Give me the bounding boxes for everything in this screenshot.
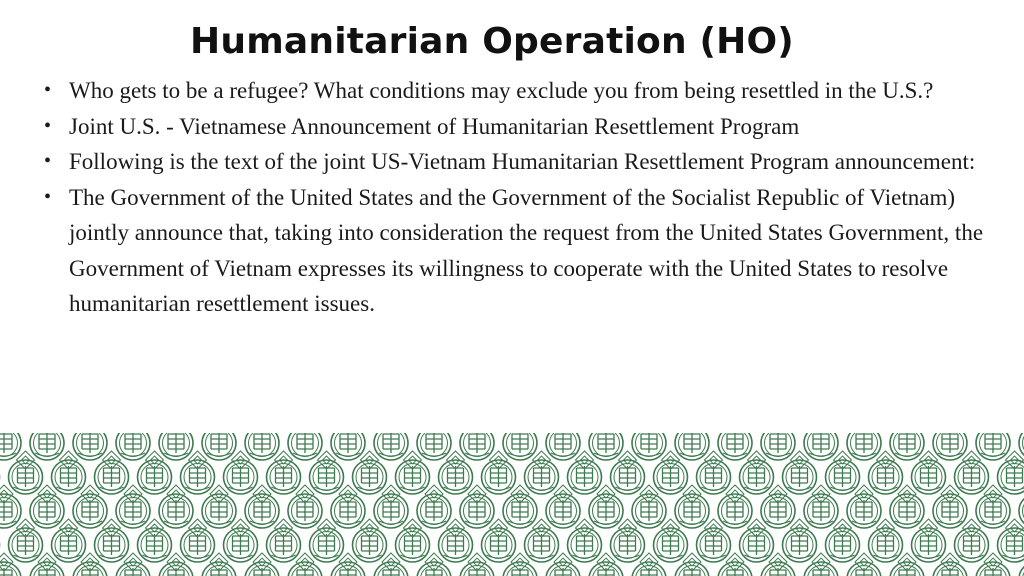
medallion-icon [955, 460, 989, 494]
medallion-icon [0, 494, 21, 528]
medallion-icon [654, 460, 688, 494]
medallion-icon [0, 433, 21, 460]
medallion-icon [138, 528, 172, 562]
medallion-icon [288, 562, 322, 576]
medallion-icon [589, 494, 623, 528]
bullet-item [42, 109, 1002, 145]
medallion-icon [417, 562, 451, 576]
medallion-icon [976, 433, 1010, 460]
medallion-icon [740, 460, 774, 494]
medallion-icon [439, 460, 473, 494]
bullet-list [42, 73, 1002, 322]
medallion-icon [482, 528, 516, 562]
medallion-icon [761, 562, 795, 576]
medallion-icon [955, 528, 989, 562]
medallion-icon [890, 562, 924, 576]
longevity-medallion-pattern [0, 433, 1024, 576]
medallion-icon [589, 562, 623, 576]
medallion-icon [245, 433, 279, 460]
medallion-icon [783, 528, 817, 562]
medallion-icon [73, 433, 107, 460]
medallion-icon [761, 494, 795, 528]
medallion-icon [374, 433, 408, 460]
medallion-icon [933, 562, 967, 576]
medallion-icon [159, 433, 193, 460]
medallion-icon [9, 460, 43, 494]
bullet-text: The Government of the United States and the Government of the Socialist Republic of Vietnam) jointly announce that, taking into consideration the request from the United States Government, the Government of Vietnam expresses its willingness to cooperate with the United States to resolve humanitarian resettlement issues. [69, 184, 984, 316]
medallion-icon [224, 528, 258, 562]
medallion-icon [138, 460, 172, 494]
medallion-icon [675, 562, 709, 576]
decorative-pattern-band [0, 433, 1024, 576]
medallion-icon [826, 528, 860, 562]
medallion-icon [9, 528, 43, 562]
bullet-item [42, 73, 1002, 109]
medallion-icon [116, 433, 150, 460]
medallion-icon [181, 460, 215, 494]
medallion-icon [675, 433, 709, 460]
medallion-icon [718, 562, 752, 576]
medallion-icon [0, 562, 21, 576]
bullet-text: Following is the text of the joint US-Vietnam Humanitarian Resettlement Program announcement: [69, 149, 976, 174]
medallion-icon [30, 562, 64, 576]
medallion-icon [267, 528, 301, 562]
medallion-icon [718, 433, 752, 460]
medallion-icon [525, 528, 559, 562]
medallion-icon [95, 460, 129, 494]
medallion-icon [654, 528, 688, 562]
medallion-icon [245, 562, 279, 576]
medallion-icon [847, 433, 881, 460]
slide-title: Humanitarian Operation (HO) [190, 21, 794, 62]
medallion-icon [503, 494, 537, 528]
medallion-icon [697, 528, 731, 562]
medallion-icon [503, 562, 537, 576]
medallion-icon [804, 562, 838, 576]
medallion-icon [611, 460, 645, 494]
medallion-icon [310, 528, 344, 562]
medallion-icon [632, 494, 666, 528]
medallion-icon [30, 494, 64, 528]
medallion-icon [568, 460, 602, 494]
medallion-icon [288, 494, 322, 528]
medallion-icon [267, 460, 301, 494]
medallion-icon [611, 528, 645, 562]
medallion-icon [374, 494, 408, 528]
medallion-icon [374, 562, 408, 576]
medallion-icon [933, 433, 967, 460]
medallion-icon [95, 528, 129, 562]
medallion-icon [202, 433, 236, 460]
medallion-icon [288, 433, 322, 460]
medallion-icon [331, 433, 365, 460]
medallion-icon [847, 562, 881, 576]
medallion-icon [697, 460, 731, 494]
medallion-icon [181, 528, 215, 562]
medallion-icon [826, 460, 860, 494]
medallion-icon [417, 494, 451, 528]
medallion-icon [353, 528, 387, 562]
medallion-icon [331, 562, 365, 576]
medallion-icon [353, 460, 387, 494]
medallion-icon [933, 494, 967, 528]
bullet-icon: • [44, 150, 52, 172]
medallion-icon [1019, 494, 1024, 528]
medallion-icon [675, 494, 709, 528]
medallion-icon [869, 460, 903, 494]
medallion-icon [525, 460, 559, 494]
medallion-icon [52, 528, 86, 562]
medallion-icon [116, 494, 150, 528]
bullet-icon: • [44, 79, 52, 101]
medallion-icon [396, 528, 430, 562]
bullet-text: Who gets to be a refugee? What conditions may exclude you from being resettled in the U.S.? [69, 78, 934, 103]
medallion-icon [460, 433, 494, 460]
medallion-icon [869, 528, 903, 562]
medallion-icon [718, 494, 752, 528]
medallion-icon [202, 562, 236, 576]
medallion-icon [116, 562, 150, 576]
medallion-icon [52, 460, 86, 494]
medallion-icon [224, 460, 258, 494]
medallion-icon [804, 494, 838, 528]
medallion-icon [847, 494, 881, 528]
medallion-icon [159, 494, 193, 528]
medallion-icon [568, 528, 602, 562]
medallion-icon [546, 562, 580, 576]
medallion-icon [976, 562, 1010, 576]
medallion-icon [589, 433, 623, 460]
medallion-icon [439, 528, 473, 562]
medallion-icon [976, 494, 1010, 528]
medallion-icon [245, 494, 279, 528]
medallion-icon [331, 494, 365, 528]
medallion-icon [804, 433, 838, 460]
bullet-text: Joint U.S. - Vietnamese Announcement of Humanitarian Resettlement Program [69, 113, 800, 139]
medallion-icon [890, 433, 924, 460]
medallion-icon [159, 562, 193, 576]
bullet-icon: • [44, 114, 52, 137]
medallion-icon [30, 433, 64, 460]
medallion-icon [202, 494, 236, 528]
medallion-icon [912, 528, 946, 562]
medallion-icon [417, 433, 451, 460]
medallion-icon [890, 494, 924, 528]
medallion-icon [546, 494, 580, 528]
medallion-icon [912, 460, 946, 494]
medallion-icon [1019, 562, 1024, 576]
bullet-item [42, 144, 1002, 180]
medallion-icon [310, 460, 344, 494]
medallion-icon [460, 494, 494, 528]
bullet-item [42, 180, 1002, 322]
medallion-icon [460, 562, 494, 576]
medallion-icon [73, 562, 107, 576]
medallion-icon [783, 460, 817, 494]
medallion-icon [396, 460, 430, 494]
medallion-icon [546, 433, 580, 460]
medallion-icon [73, 494, 107, 528]
medallion-icon [632, 562, 666, 576]
medallion-icon [503, 433, 537, 460]
medallion-icon [632, 433, 666, 460]
medallion-icon [740, 528, 774, 562]
medallion-icon [482, 460, 516, 494]
medallion-icon [761, 433, 795, 460]
bullet-icon: • [44, 185, 52, 208]
